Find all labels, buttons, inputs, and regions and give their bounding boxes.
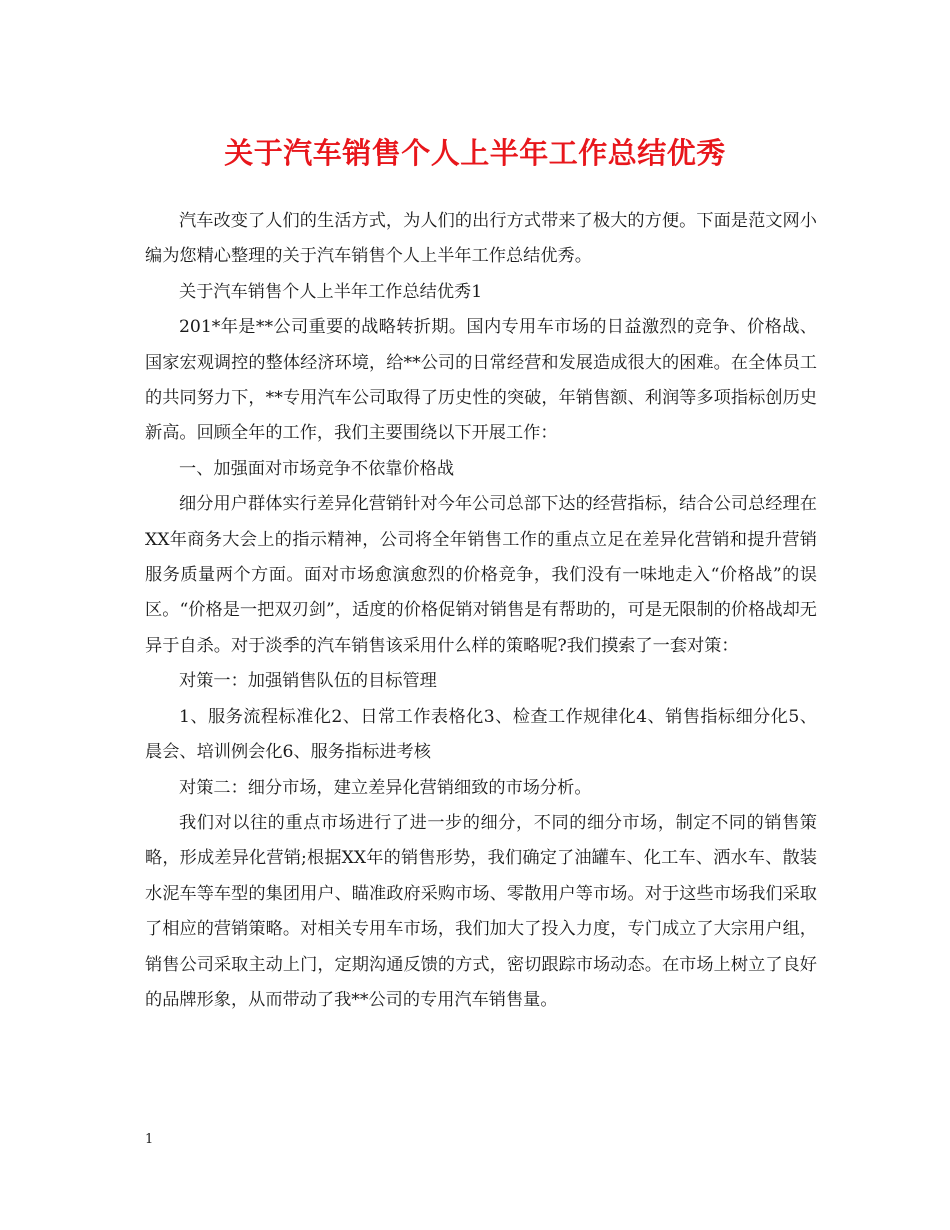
section-heading: 关于汽车销售个人上半年工作总结优秀1	[179, 281, 483, 302]
document-title: 关于汽车销售个人上半年工作总结优秀	[224, 136, 726, 170]
page-number: 1	[145, 1132, 154, 1147]
strategy-paragraph: 细分用户群体实行差异化营销针对今年公司总部下达的经营指标，结合公司总经理在XX年商务大会上的指示精神，公司将全年销售工作的重点立足在差异化营销和提升营销服务质量两个方面。面对市场愈演愈烈的价格竞争，我们没有一味地走入“价格战”的误区。“价格是一把双刃剑”，适度的价格促销对销售是有帮助的，可是无限制的价格战却无异于自杀。对于淡季的汽车销售该采用什么样的策略呢?我们摸索了一套对策：	[145, 494, 817, 656]
market-analysis-paragraph: 我们对以往的重点市场进行了进一步的细分，不同的细分市场，制定不同的销售策略，形成差异化营销;根据XX年的销售形势，我们确定了油罐车、化工车、洒水车、散装水泥车等车型的集团用户、瞄准政府采购市场、零散用户等市场。对于这些市场我们采取了相应的营销策略。对相关专用车市场，我们加大了投入力度，专门成立了大宗用户组，销售公司采取主动上门，定期沟通反馈的方式，密切跟踪市场动态。在市场上树立了良好的品牌形象，从而带动了我**公司的专用汽车销售量。	[145, 812, 817, 1010]
countermeasure-two: 对策二：细分市场，建立差异化营销细致的市场分析。	[179, 777, 592, 798]
document-body	[145, 204, 817, 1018]
background-paragraph: 201*年是**公司重要的战略转折期。国内专用车市场的日益激烈的竞争、价格战、国家宏观调控的整体经济环境，给**公司的日常经营和发展造成很大的困难。在全体员工的共同努力下，**专用汽车公司取得了历史性的突破，年销售额、利润等多项指标创历史新高。回顾全年的工作，我们主要围绕以下开展工作：	[145, 317, 817, 444]
intro-paragraph: 汽车改变了人们的生活方式，为人们的出行方式带来了极大的方便。下面是范文网小编为您精心整理的关于汽车销售个人上半年工作总结优秀。	[145, 211, 817, 267]
countermeasure-one: 对策一：加强销售队伍的目标管理	[179, 671, 437, 692]
subheading-price-war: 一、加强面对市场竞争不依靠价格战	[179, 458, 455, 479]
countermeasure-one-list: 1、服务流程标准化2、日常工作表格化3、检查工作规律化4、销售指标细分化5、晨会、培训例会化6、服务指标进考核	[145, 706, 817, 763]
